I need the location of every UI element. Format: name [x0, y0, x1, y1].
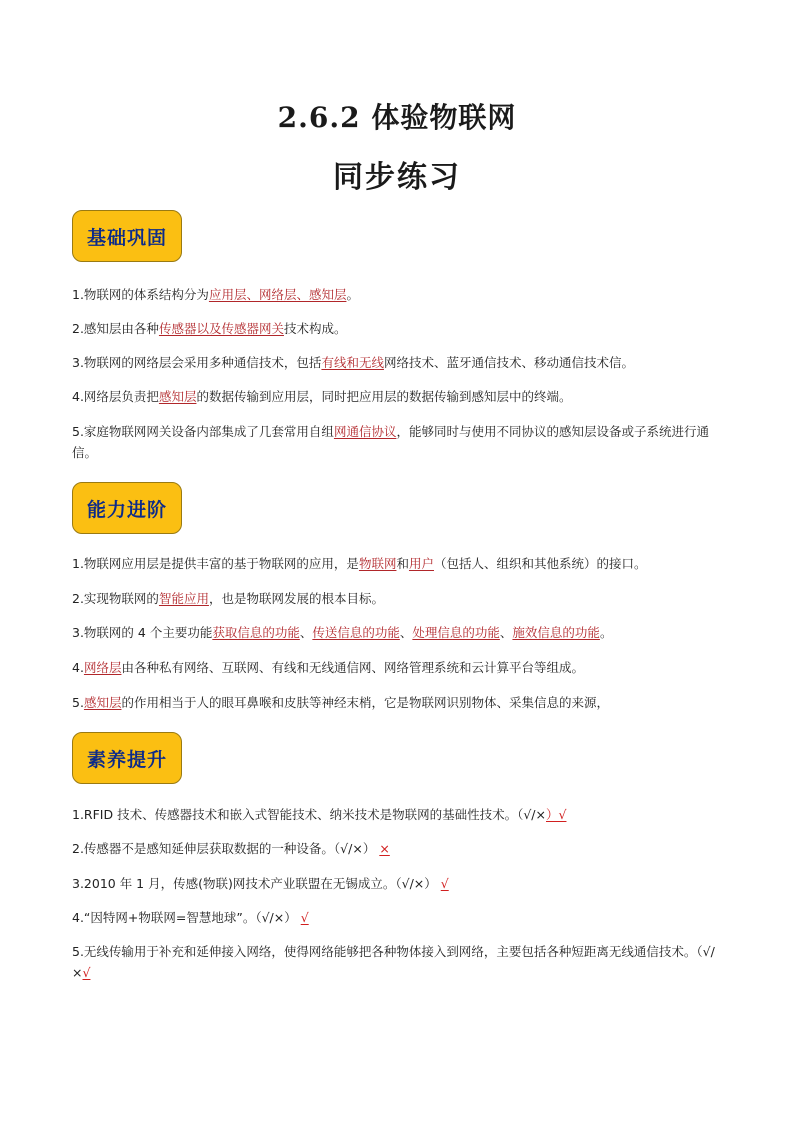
question-1-2: 2.感知层由各种传感器以及传感器网关技术构成。: [72, 321, 347, 336]
answer-mark: ）√: [546, 807, 567, 822]
answer: 处理信息的功能: [412, 625, 500, 640]
question-1-3: 3.物联网的网络层会采用多种通信技术，包括有线和无线网络技术、蓝牙通信技术、移动通信技术信。: [72, 355, 634, 370]
answer: 应用层、网络层、感知层: [208, 287, 347, 302]
answer: 感知层: [158, 389, 197, 404]
question-3-5: 5.无线传输用于补充和延伸接入网络，使得网络能够把各种物体接入到网络，主要包括各种短距离无线通信技术。（√/×√: [72, 944, 715, 980]
answer-mark: √: [440, 876, 449, 891]
question-1-1: 1.物联网的体系结构分为应用层、网络层、感知层。: [72, 287, 359, 302]
question-1-4: 4.网络层负责把感知层的数据传输到应用层，同时把应用层的数据传输到感知层中的终端。: [72, 389, 572, 404]
answer-mark: ×: [379, 841, 390, 856]
question-2-1: 1.物联网应用层是提供丰富的基于物联网的应用，是物联网和用户（包括人、组织和其他系统）的接口。: [72, 556, 647, 571]
answer: 传送信息的功能: [312, 625, 400, 640]
question-2-3: 3.物联网的 4 个主要功能获取信息的功能、传送信息的功能、处理信息的功能、施效信息的功能。: [72, 625, 613, 640]
question-3-2: 2.传感器不是感知延伸层获取数据的一种设备。（√/×） ×: [72, 841, 390, 856]
answer: 智能应用: [158, 591, 209, 606]
answer: 施效信息的功能: [512, 625, 600, 640]
question-3-3: 3.2010 年 1 月，传感(物联)网技术产业联盟在无锡成立。（√/×） √: [72, 876, 449, 891]
answer: 用户: [408, 556, 434, 571]
page-title: 2.6.2 体验物联网: [277, 101, 517, 134]
question-2-4: 4.网络层由各种私有网络、互联网、有线和无线通信网、网络管理系统和云计算平台等组成。: [72, 660, 584, 675]
answer-mark: √: [82, 965, 91, 980]
question-1-5: 5.家庭物联网网关设备内部集成了几套常用自组网通信协议，能够同时与使用不同协议的感知层设备或子系统进行通信。: [72, 424, 709, 460]
section-badge-literacy: 素养提升: [72, 732, 182, 784]
question-3-4: 4.“因特网+物联网=智慧地球”。（√/×） √: [72, 910, 309, 925]
question-2-5: 5.感知层的作用相当于人的眼耳鼻喉和皮肤等神经末梢，它是物联网识别物体、采集信息的来源，: [72, 695, 609, 710]
answer: 传感器以及传感器网关: [158, 321, 284, 336]
answer: 网通信协议: [333, 424, 397, 439]
answer: 获取信息的功能: [212, 625, 300, 640]
answer-mark: √: [300, 910, 309, 925]
section-badge-advanced: 能力进阶: [72, 482, 182, 534]
page-subtitle: 同步练习: [333, 160, 461, 195]
answer: 物联网: [358, 556, 397, 571]
answer: 有线和无线: [321, 355, 384, 370]
question-3-1: 1.RFID 技术、传感器技术和嵌入式智能技术、纳米技术是物联网的基础性技术。（√/×）√: [72, 807, 567, 822]
question-2-2: 2.实现物联网的智能应用，也是物联网发展的根本目标。: [72, 591, 384, 606]
section-badge-basic: 基础巩固: [72, 210, 182, 262]
answer: 感知层: [83, 695, 122, 710]
answer: 网络层: [83, 660, 122, 675]
